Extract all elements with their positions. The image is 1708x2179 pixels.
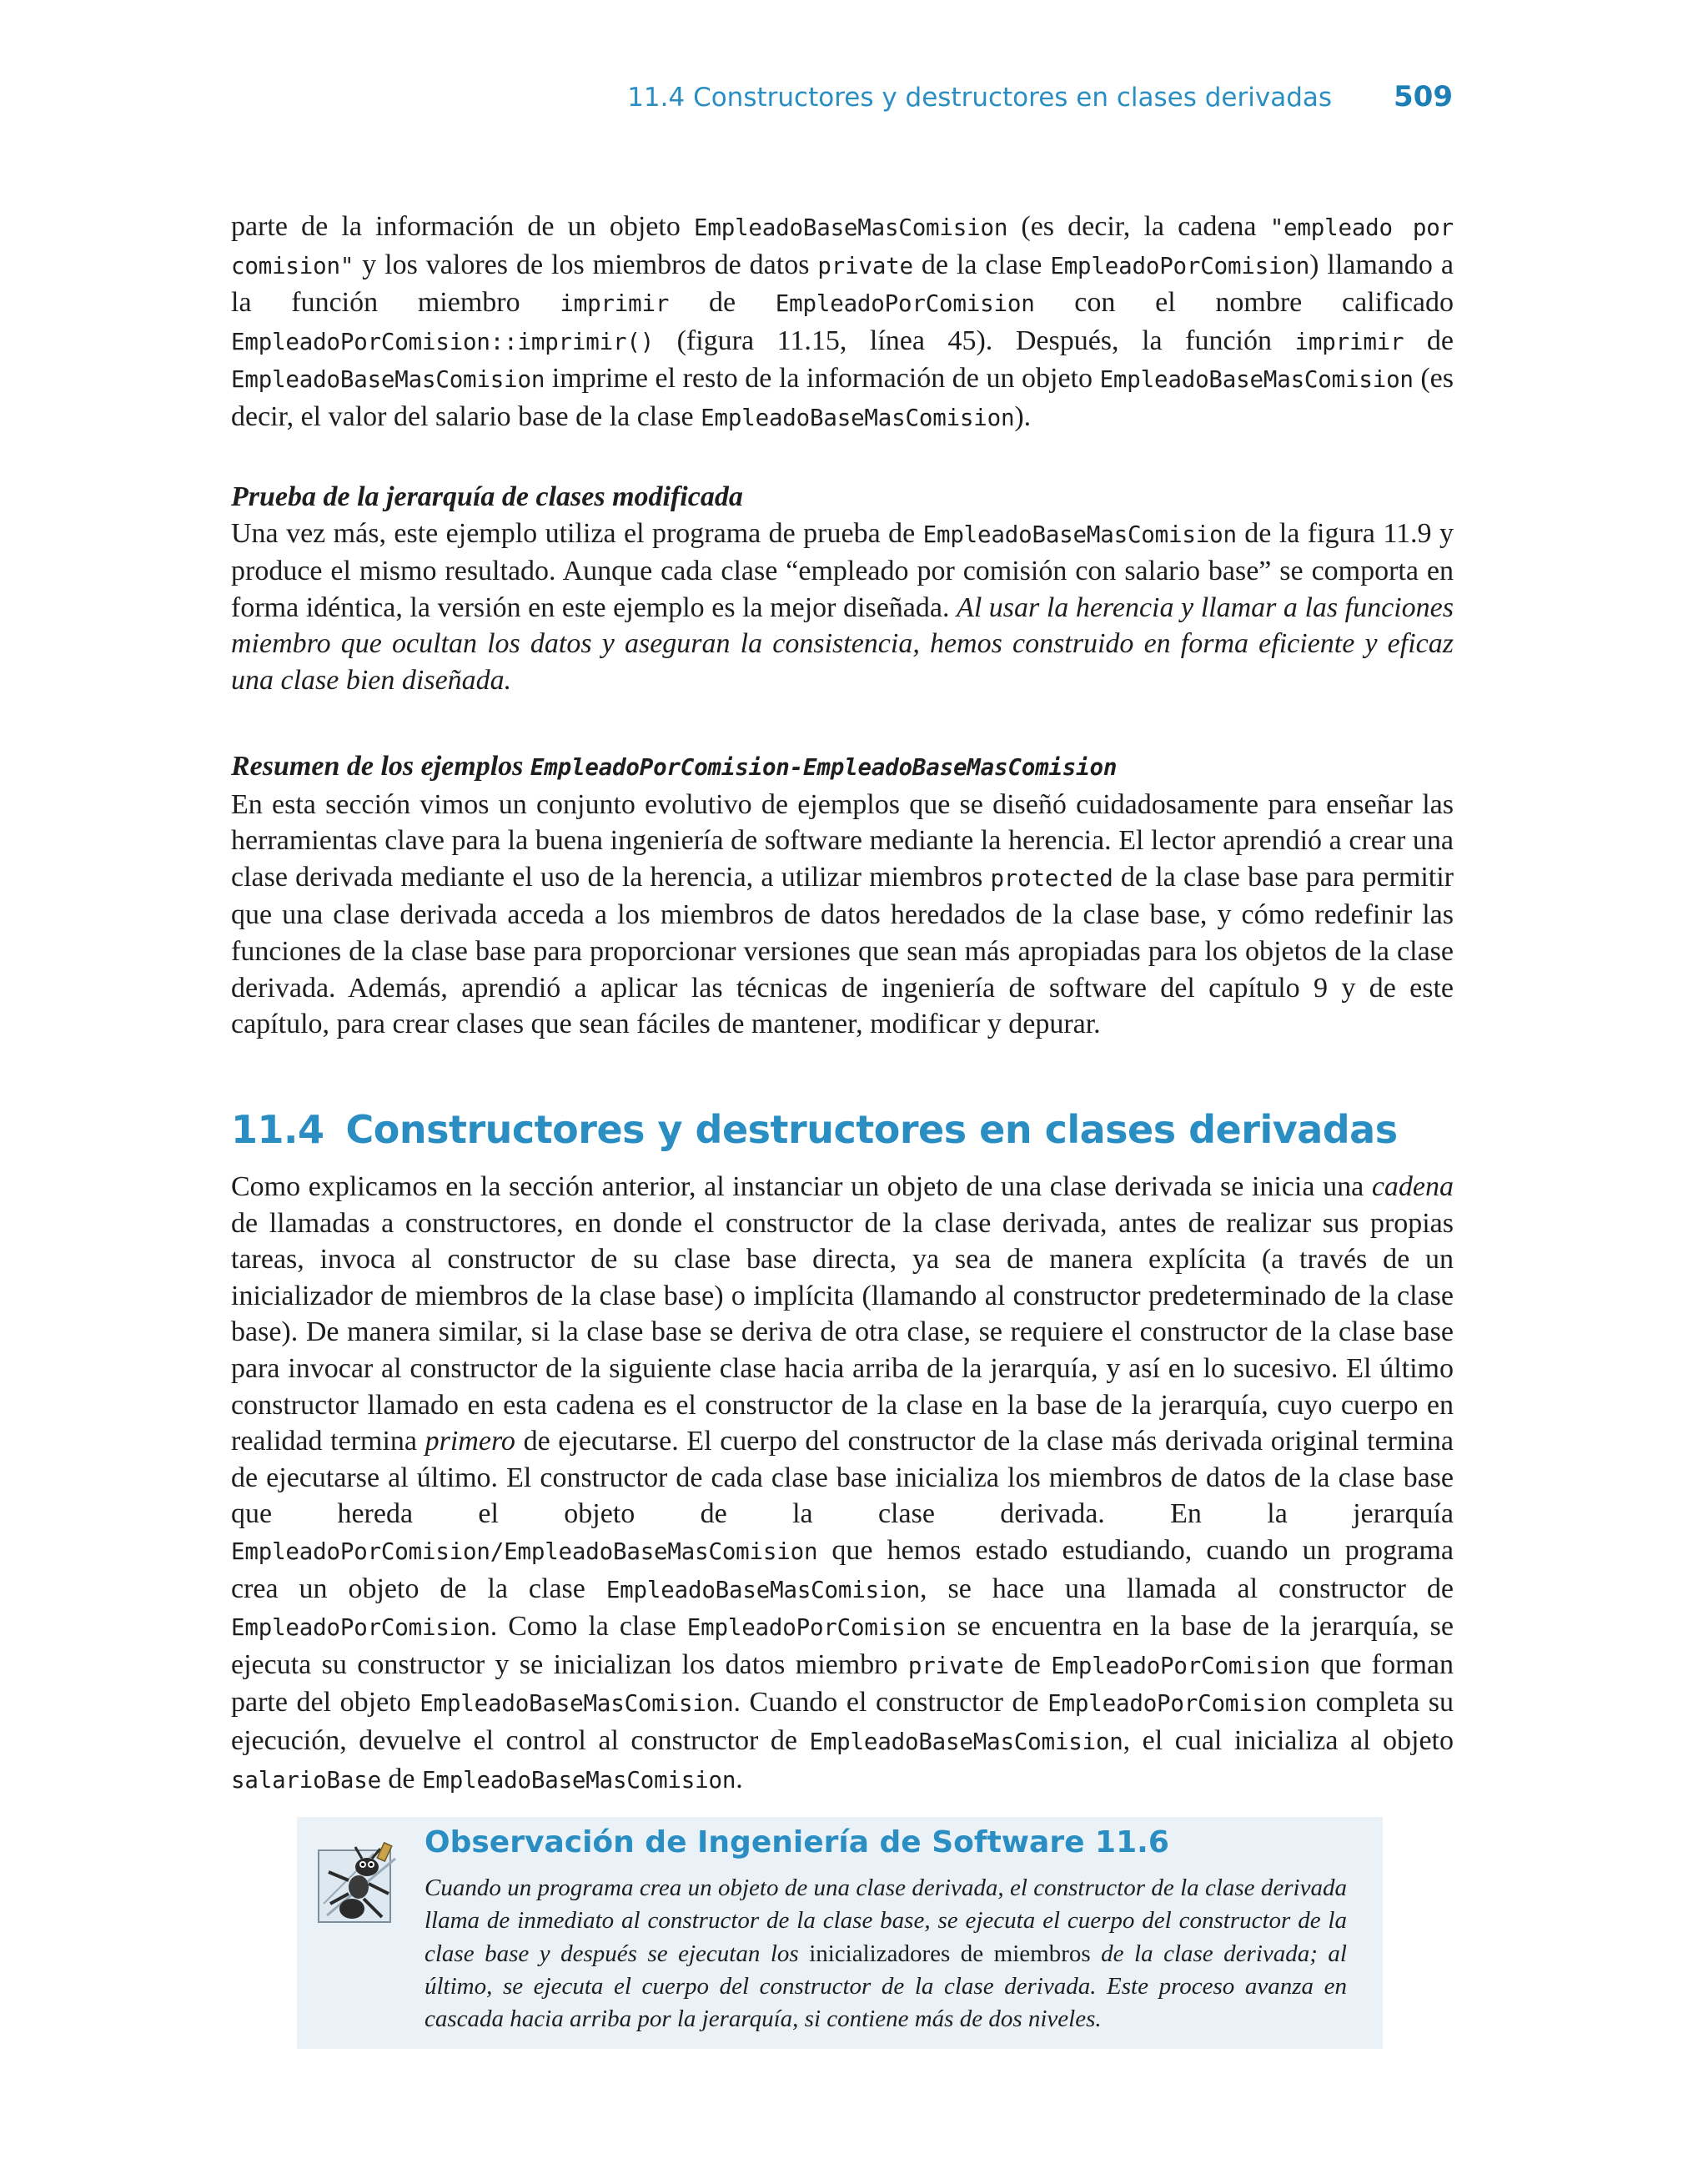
- code-run: "empleado por comision": [231, 214, 1454, 279]
- software-engineering-callout: [297, 1817, 1383, 2049]
- text-run: imprime el resto de la información de un objeto: [545, 363, 1100, 395]
- text-run: de la figura 11.9 y produce el mismo resultado. Aunque cada clase “empleado por comisión con salario base” se comporta en forma idéntica, la versión en este ejemplo es la mejor diseñada.: [231, 517, 1454, 623]
- emphasis-run: cadena: [1371, 1171, 1454, 1202]
- summary-paragraph: [231, 787, 1454, 1043]
- emphasis-run: Al usar la herencia y llamar a las funciones miembro que ocultan los datos y aseguran la consistencia, hemos construido en forma eficiente y eficaz una clase bien diseñada.: [231, 591, 1454, 696]
- text-run: se encuentra en la base de la jerarquía, se ejecuta su constructor y se inicializan los datos miembro: [231, 1611, 1454, 1680]
- text-run: parte de la información de un objeto: [231, 211, 694, 242]
- section-title: Constructores y destructores en clases derivadas: [345, 1107, 1398, 1152]
- code-run: EmpleadoBaseMasComision: [231, 366, 545, 394]
- text-run: . Como la clase: [490, 1611, 687, 1643]
- code-run: EmpleadoPorComision: [686, 1614, 947, 1642]
- text-run: inicializadores de miembros: [809, 1940, 1091, 1967]
- text-run: (figura 11.15, línea 45). Después, la función: [654, 325, 1295, 356]
- code-run: EmpleadoPorComision: [775, 290, 1035, 318]
- section-11-4-paragraph: [231, 1169, 1454, 1799]
- summary-heading: [231, 748, 1454, 787]
- code-run: EmpleadoPorComision::imprimir(): [231, 328, 655, 355]
- text-run: .: [736, 1763, 743, 1794]
- code-run: EmpleadoBaseMasComision: [809, 1728, 1123, 1755]
- text-run: de: [380, 1763, 423, 1794]
- test-section-heading: Prueba de la jerarquía de clases modificada: [231, 481, 743, 512]
- emphasis-run: primero: [424, 1426, 515, 1457]
- code-run: imprimir: [560, 290, 670, 318]
- text-run: ) llamando a la función miembro: [231, 249, 1454, 319]
- text-run: de ejecutarse. El cuerpo del constructor de la clase más derivada original termina de ejecutarse al último. El constructor de cada clase base inicializa los miembros de datos de la clase base que hereda el objeto de la clase derivada. En la jerarquía: [231, 1426, 1454, 1530]
- text-run: de: [1404, 325, 1454, 356]
- section-heading: [231, 1107, 1398, 1152]
- text-run: de la clase base para permitir que una clase derivada acceda a los miembros de datos heredados de la clase base, y cómo redefinir las funciones de la clase base para proporcionar versiones que sean más apropiadas para los objetos de la clase derivada. Además, aprendió a aplicar las técnicas de ingeniería de software del capítulo 9 y de este capítulo, para crear clases que sean fáciles de mantener, modificar y depurar.: [231, 861, 1454, 1040]
- code-run: EmpleadoBaseMasComision: [1099, 366, 1414, 394]
- text-run: En esta sección vimos un conjunto evolutivo de ejemplos que se diseñó cuidadosamente para enseñar las herramientas clave para la buena ingeniería de software mediante la herencia. El lector aprendió a crear una clase derivada mediante el uso de la herencia, a utilizar miembros: [231, 788, 1454, 893]
- test-section: [231, 479, 1454, 699]
- code-run: EmpleadoBaseMasComision: [694, 214, 1008, 241]
- summary-heading-text: Resumen de los ejemplos: [231, 751, 530, 782]
- section-number: 11.4: [231, 1107, 324, 1152]
- text-run: con el nombre calificado: [1034, 287, 1454, 319]
- text-run: ).: [1014, 400, 1032, 432]
- running-head: [0, 80, 1453, 113]
- text-run: de: [669, 287, 776, 319]
- intro-paragraph: [231, 209, 1454, 437]
- text-run: completa su ejecución, devuelve el control al constructor de: [231, 1687, 1454, 1756]
- summary-heading-code: EmpleadoPorComision-EmpleadoBaseMasComision: [530, 754, 1118, 781]
- text-run: de llamadas a constructores, en donde el constructor de la clase derivada, antes de realizar sus propias tareas, invoca al constructor de su clase base directa, ya sea de manera explícita (a través de un inicializador de miembros de la clase base) o implícita (llamando al constructor predeterminado de la clase base). De manera similar, si la clase base se deriva de otra clase, se requiere el constructor de la clase base para invocar al constructor de la siguiente clase hacia arriba de la jerarquía, y así en lo sucesivo. El último constructor llamado en esta cadena es el constructor de la clase en la base de la jerarquía, cuyo cuerpo en realidad termina: [231, 1207, 1454, 1457]
- code-run: private: [817, 252, 913, 279]
- callout-title: Observación de Ingeniería de Software 11.6: [424, 1825, 1169, 1859]
- callout-body: [424, 1872, 1347, 2036]
- text-run: Cuando un programa crea un objeto de una clase derivada, el constructor de la clase derivada llama de inmediato al constructor de la clase base, se ejecuta el cuerpo del constructor de la clase base y después se ejecutan los: [424, 1875, 1347, 1967]
- page-number: 509: [1394, 80, 1453, 113]
- text-run: (es decir, el valor del salario base de la clase: [231, 363, 1454, 432]
- text-run: , el cual inicializa al objeto: [1123, 1724, 1454, 1756]
- code-run: EmpleadoBaseMasComision: [605, 1576, 921, 1603]
- code-run: imprimir: [1294, 328, 1404, 355]
- code-run: private: [907, 1652, 1004, 1679]
- text-run: , se hace una llamada al constructor de: [920, 1573, 1454, 1604]
- code-run: EmpleadoBaseMasComision: [701, 404, 1015, 431]
- text-run: que forman parte del objeto: [231, 1648, 1454, 1719]
- text-run: de: [1003, 1648, 1052, 1680]
- text-run: y los valores de los miembros de datos: [354, 249, 818, 280]
- code-run: EmpleadoPorComision: [1050, 252, 1310, 279]
- code-run: EmpleadoBaseMasComision: [422, 1766, 736, 1794]
- code-run: EmpleadoBaseMasComision: [419, 1690, 734, 1718]
- text-run: . Cuando el constructor de: [733, 1687, 1048, 1719]
- code-run: protected: [990, 864, 1113, 892]
- code-run: EmpleadoBaseMasComision: [922, 521, 1237, 548]
- text-run: Como explicamos en la sección anterior, al instanciar un objeto de una clase derivada se inicia una: [231, 1171, 1372, 1202]
- code-run: EmpleadoPorComision: [231, 1614, 490, 1642]
- text-run: de la clase: [912, 249, 1051, 280]
- text-run: que hemos estado estudiando, cuando un programa crea un objeto de la clase: [231, 1534, 1454, 1604]
- code-run: EmpleadoPorComision: [1051, 1652, 1310, 1679]
- code-run: salarioBase: [231, 1766, 381, 1794]
- text-run: (es decir, la cadena: [1007, 211, 1270, 242]
- test-section-paragraph: [231, 516, 1454, 699]
- ant-engineering-icon: [315, 1842, 402, 1929]
- text-run: Una vez más, este ejemplo utiliza el programa de prueba de: [231, 517, 923, 549]
- code-run: EmpleadoPorComision: [1047, 1690, 1307, 1718]
- summary-section: [231, 748, 1454, 1043]
- running-head-section: 11.4 Constructores y destructores en clases derivadas: [627, 83, 1333, 113]
- text-run: de la clase derivada; al último, se ejecuta el cuerpo del constructor de la clase derivada. Este proceso avanza en cascada hacia arriba por la jerarquía, si contiene más de dos niveles.: [424, 1940, 1347, 2033]
- code-run: EmpleadoPorComision/EmpleadoBaseMasComision: [231, 1537, 818, 1565]
